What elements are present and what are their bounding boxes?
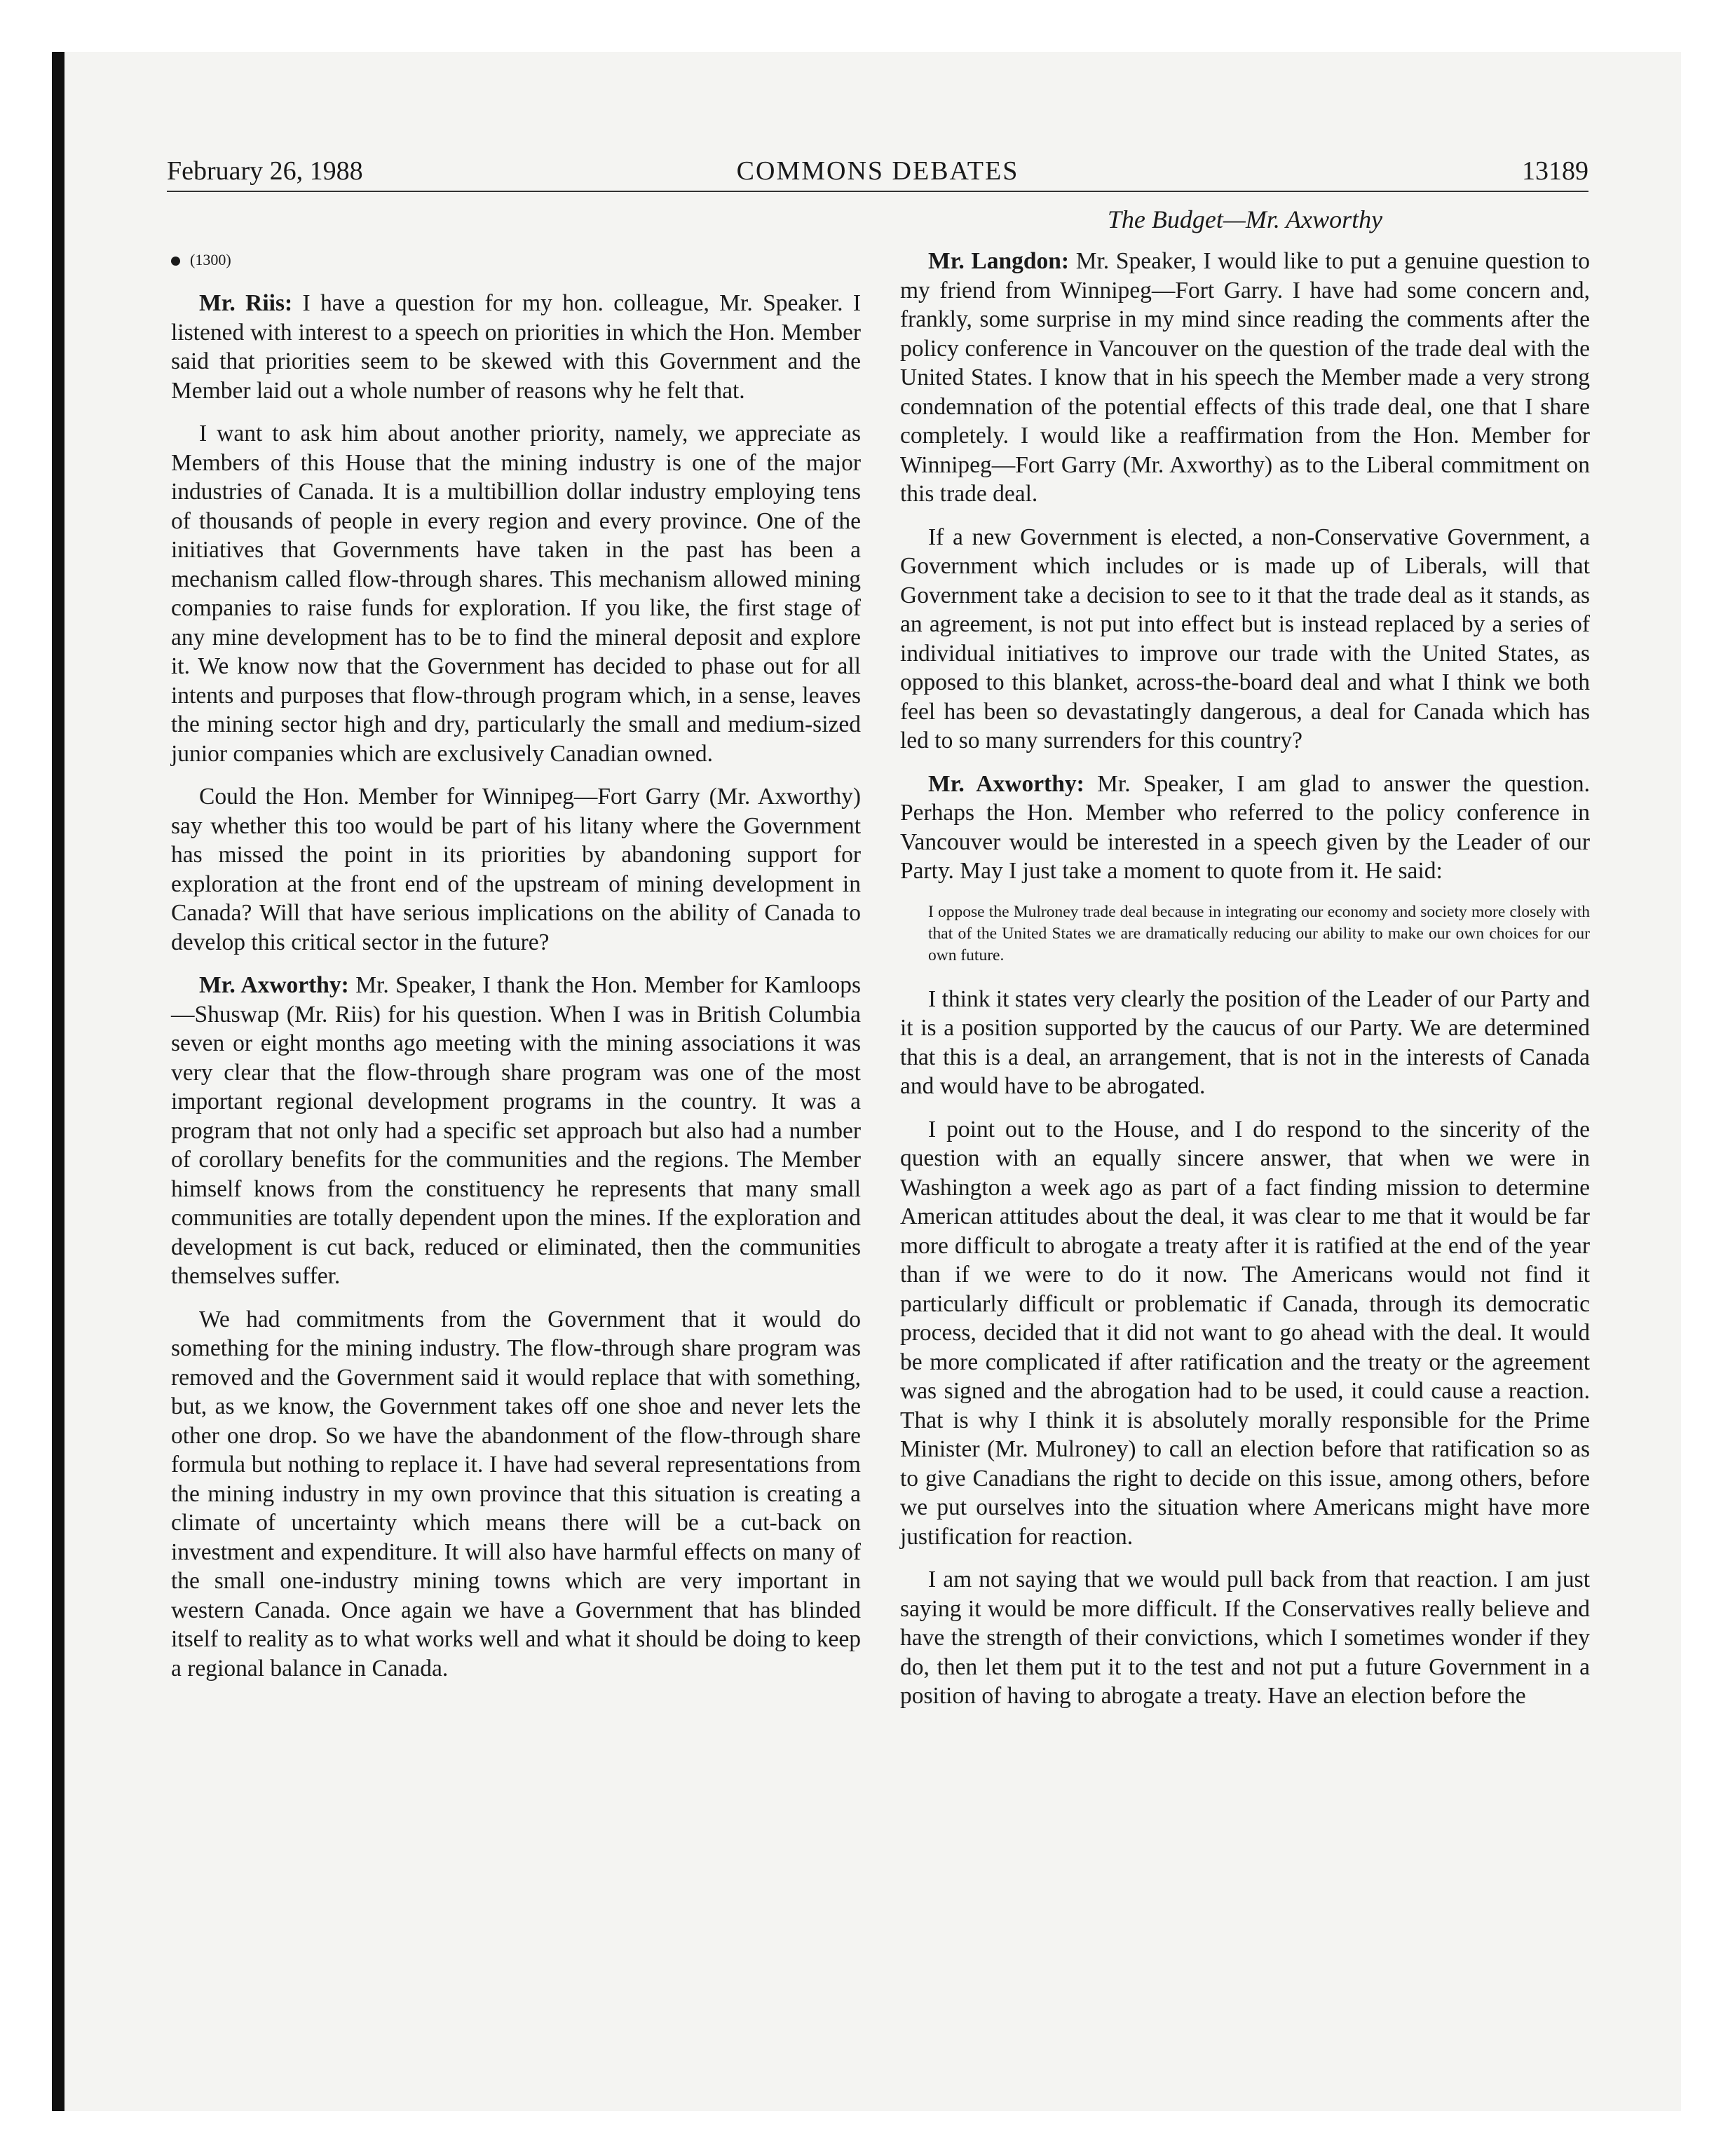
speaker-name: Mr. Axworthy:: [928, 770, 1084, 797]
paragraph-text: I have a question for my hon. colleague, Mr. Speaker. I listened with interest to a speech on priorities in which the Hon. Member said that priorities seem to be skewed with this Government and the Member laid out a whole number of reasons why he felt that.: [171, 290, 861, 404]
speaker-name: Mr. Axworthy:: [199, 972, 349, 998]
paragraph-text: I point out to the House, and I do respond to the sincerity of the question with an equally sincere answer, that when we were in Washington a week ago as part of a fact finding mission to determine American attitudes about the deal, it was clear to me that it would be far more difficult to abrogate a treaty after it is ratified at the end of the year than if we were to do it now. The Americans would not find it particularly difficult or problematic if Canada, through its democratic process, decided that it did not want to go ahead with the deal. It would be more complicated if after ratification and the treaty or the agreement was signed and the abrogation had to be used, it could cause a reaction. That is why I think it is absolutely morally responsible for the Prime Minister (Mr. Mulroney) to call an election before that ratification so as to give Canadians the right to decide on this issue, among others, before we put ourselves into the situation where Americans might have more justification for reaction.: [900, 1116, 1590, 1550]
speaker-name: Mr. Langdon:: [928, 248, 1070, 274]
paragraph-text: We had commitments from the Government that it would do something for the mining industry. The flow-through share program was removed and the Government said it would replace that with something, but, as we know, the Government takes off one shoe and never lets the other one drop. So we have the abandonment of the flow-through share formula but nothing to replace it. I have had several representations from the mining industry in my own province that this situation is creating a climate of uncertainty which means there will be a cut-back on investment and expenditure. It will also have harmful effects on many of the small one-industry mining towns which are very important in western Canada. Once again we have a Government that has blinded itself to reality as to what works well and what it should be doing to keep a regional balance in Canada.: [171, 1306, 861, 1681]
time-marker-text: (1300): [190, 251, 231, 268]
paragraph-text: Mr. Speaker, I would like to put a genuine question to my friend from Winnipeg—Fort Garry. I have had some concern and, frankly, some surprise in my mind since reading the comments after the policy conference in Vancouver on the question of the trade deal with the United States. I know that in his speech the Member made a very strong condemnation of the potential effects of this trade deal, one that I share completely. I would like a reaffirmation from the Hon. Member for Winnipeg—Fort Garry (Mr. Axworthy) as to the Liberal commitment on this trade deal.: [900, 248, 1590, 507]
left-paragraphs: [171, 289, 861, 1683]
running-head: The Budget—Mr. Axworthy: [1107, 205, 1383, 233]
right-paragraphs-after-quote: [900, 985, 1590, 1711]
paragraph-text: Mr. Speaker, I thank the Hon. Member for Kamloops—Shuswap (Mr. Riis) for his question. When I was in British Columbia seven or eight months ago meeting with the mining associations it was very clear that the flow-through share program was one of the most important regional development programs in the country. It was a program that not only had a specific set approach but also had a number of corollary benefits for the communities and the regions. The Member himself knows from the constituency he represents that many small communities are totally dependent upon the mines. If the exploration and development is cut back, reduced or eliminated, then the communities themselves suffer.: [171, 972, 861, 1289]
header-page-number: 13189: [1522, 156, 1588, 186]
paragraph: [900, 1565, 1590, 1711]
paragraph-text: Could the Hon. Member for Winnipeg—Fort Garry (Mr. Axworthy) say whether this too would be part of his litany where the Government has missed the point in its priorities by abandoning support for exploration at the front end of the upstream of mining development in Canada? Will that have serious implications on the ability of Canada to develop this critical sector in the future?: [171, 784, 861, 955]
block-quote-text: I oppose the Mulroney trade deal because in integrating our economy and society more closely with that of the United States we are dramatically reducing our ability to make our own choices for our own future.: [928, 902, 1590, 964]
paragraph: [900, 985, 1590, 1101]
header-title: COMMONS DEBATES: [736, 156, 1019, 186]
paragraph: [900, 247, 1590, 509]
speaker-name: Mr. Riis:: [199, 290, 293, 316]
scan-edge: [52, 52, 64, 2111]
header-rule: [167, 191, 1588, 192]
header-date: February 26, 1988: [167, 156, 363, 186]
paragraph-text: I want to ask him about another priority, namely, we appreciate as Members of this House that the mining industry is one of the major industries of Canada. It is a multibillion dollar industry employing tens of thousands of people in every region and every province. One of the initiatives that Governments have taken in the past has been a mechanism called flow-through shares. This mechanism allowed mining companies to raise funds for exploration. If you like, the first stage of any mine development has to be to find the mineral deposit and explore it. We know now that the Government has decided to phase out for all intents and purposes that flow-through program which, in a sense, leaves the mining sector high and dry, particularly the small and medium-sized junior companies which are exclusively Canadian owned.: [171, 421, 861, 767]
paragraph: [171, 782, 861, 957]
bullet-icon: [171, 257, 180, 266]
time-marker: [171, 250, 861, 271]
block-quote: [928, 901, 1590, 967]
paragraph-text: If a new Government is elected, a non-Conservative Government, a Government which includes or is made up of Liberals, will that Government take a decision to see to it that the trade deal as it stands, as an agreement, is not put into effect but is instead replaced by a series of individual initiatives to improve our trade with the United States, as opposed to this blanket, across-the-board deal and what I think we both feel has been so devastatingly dangerous, a deal for Canada which has led to so many surrenders for this country?: [900, 524, 1590, 753]
right-column: [900, 203, 1590, 1711]
paragraph-text: I am not saying that we would pull back from that reaction. I am just saying it would be more difficult. If the Conservatives really believe and have the strength of their convictions, which I sometimes wonder if they do, then let them put it to the test and not put a future Government in a position of having to abrogate a treaty. Have an election before the: [900, 1567, 1590, 1709]
paragraph: [171, 289, 861, 405]
paragraph: [171, 971, 861, 1291]
paragraph: [900, 770, 1590, 886]
left-column: [171, 203, 861, 1683]
paragraph: [171, 1305, 861, 1684]
paragraph: [171, 419, 861, 768]
paragraph: [900, 1115, 1590, 1552]
page-header: [167, 151, 1588, 191]
paragraph: [900, 523, 1590, 756]
paragraph-text: Mr. Speaker, I am glad to answer the question. Perhaps the Hon. Member who referred to the policy conference in Vancouver would be interested in a speech given by the Leader of our Party. May I just take a moment to quote from it. He said:: [900, 770, 1590, 884]
paragraph-text: I think it states very clearly the position of the Leader of our Party and it is a position supported by the caucus of our Party. We are determined that this is a deal, an arrangement, that is not in the interests of Canada and would have to be abrogated.: [900, 985, 1590, 1099]
right-paragraphs-before-quote: [900, 247, 1590, 886]
